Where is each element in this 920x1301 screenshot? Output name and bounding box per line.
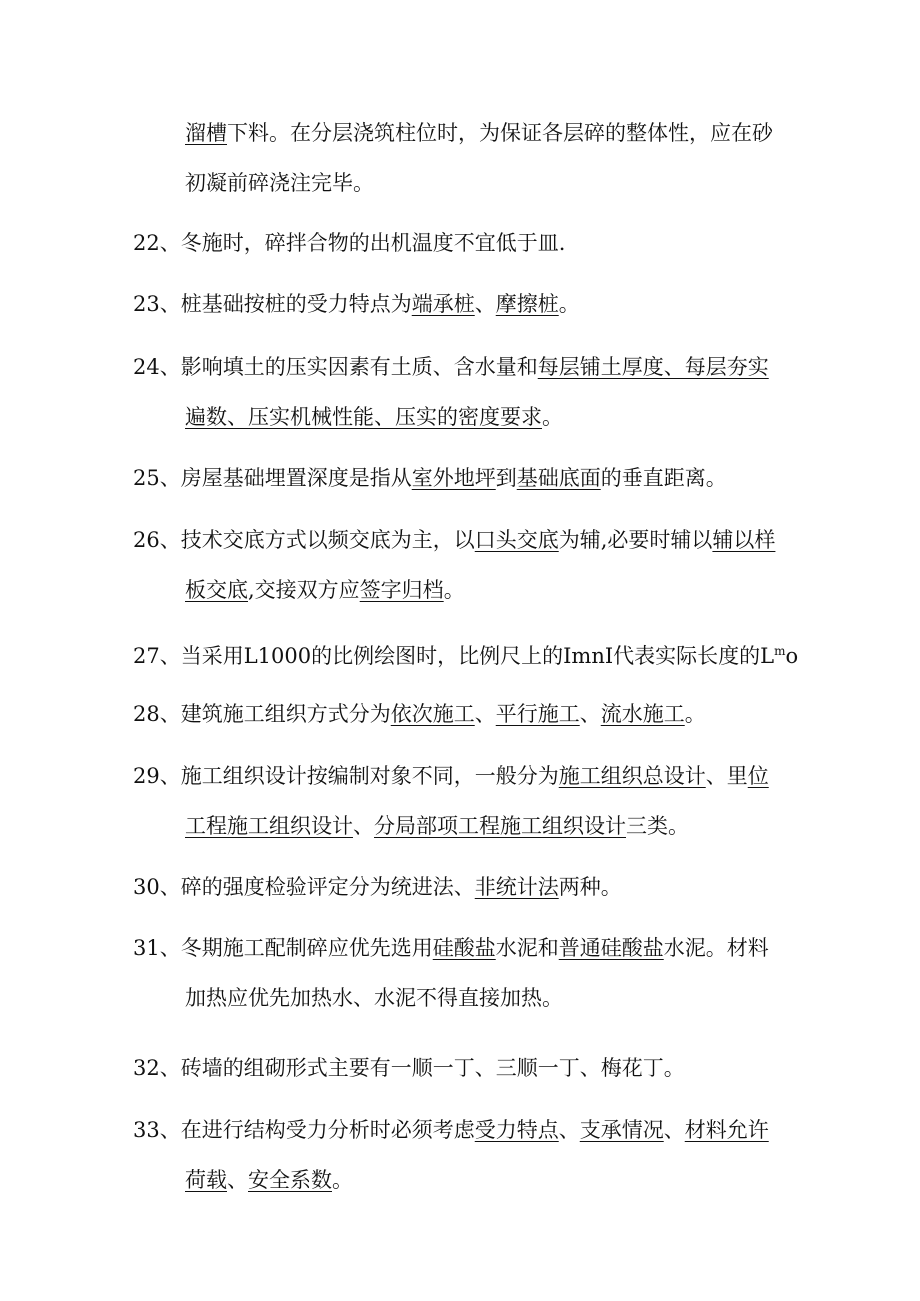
text-span: 。 — [684, 702, 706, 726]
text-span: 30、碎的强度检验评定分为统进法、 — [133, 875, 475, 899]
underlined-text: 支承情况 — [579, 1118, 664, 1142]
text-line — [133, 108, 793, 158]
underlined-text: 材料允许 — [684, 1118, 769, 1142]
text-line — [133, 453, 793, 503]
text-span: 初凝前碎浇注完毕。 — [185, 171, 374, 195]
text-line — [133, 218, 793, 268]
underlined-text: 口头交底 — [474, 528, 559, 552]
underlined-text: 平行施工 — [495, 702, 580, 726]
text-span: 28、建筑施工组织方式分为 — [133, 702, 391, 726]
underlined-text: 辅以样 — [712, 528, 776, 552]
text-span: 。 — [443, 578, 465, 602]
text-line — [133, 1043, 793, 1093]
text-line — [133, 973, 793, 1023]
text-span: 的垂直距离。 — [600, 466, 727, 490]
text-line — [133, 626, 799, 676]
item-29 — [133, 751, 793, 851]
underlined-text: 签字归档 — [359, 578, 444, 602]
text-span: 。 — [558, 292, 580, 316]
item-22 — [133, 218, 793, 268]
text-line — [133, 565, 793, 615]
underlined-text: 端承桩 — [411, 292, 475, 316]
item-31 — [133, 923, 793, 1023]
item-27 — [133, 626, 799, 676]
text-span: 、 — [558, 1118, 580, 1142]
underlined-text: 溜槽 — [185, 121, 227, 145]
text-span: 。 — [542, 405, 563, 429]
underlined-text: 流水施工 — [600, 702, 685, 726]
underlined-text: 非统计法 — [474, 875, 559, 899]
text-span: 到 — [495, 466, 517, 490]
text-line — [133, 923, 793, 973]
underlined-text: 安全系数 — [248, 1168, 332, 1192]
underlined-text: 施工组织总设计 — [558, 764, 706, 788]
text-line — [133, 862, 793, 912]
item-33 — [133, 1105, 793, 1205]
text-span: 、 — [353, 814, 374, 838]
underlined-text: 每层铺土厚度、每层夯实 — [537, 355, 769, 379]
text-span: 26、技术交底方式以频交底为主，以 — [133, 528, 475, 552]
text-span: o — [785, 644, 799, 668]
item-26 — [133, 515, 793, 615]
text-line — [133, 751, 793, 801]
text-line — [133, 801, 793, 851]
text-span: 水泥。材料 — [663, 936, 769, 960]
underlined-text: 硅酸盐 — [432, 936, 496, 960]
text-span: 23、桩基础按桩的受力特点为 — [133, 292, 412, 316]
text-span: 加热应优先加热水、水泥不得直接加热。 — [185, 986, 563, 1010]
text-span: 下料。在分层浇筑柱位时，为保证各层碎的整体性，应在砂 — [227, 121, 773, 145]
item-28 — [133, 689, 793, 739]
text-span: 。 — [332, 1168, 353, 1192]
text-line — [133, 392, 793, 442]
text-span: 、 — [579, 702, 601, 726]
item-30 — [133, 862, 793, 912]
text-span: 、里 — [705, 764, 748, 788]
text-line — [133, 158, 793, 208]
underlined-text: 遍数、压实机械性能、压实的密度要求 — [185, 405, 542, 429]
text-span: 24、影响填土的压实因素有土质、含水量和 — [133, 355, 538, 379]
underlined-text: 工程施工组织设计 — [185, 814, 353, 838]
underlined-text: 普通硅酸盐 — [558, 936, 664, 960]
item-32 — [133, 1043, 793, 1093]
text-span: 、 — [663, 1118, 685, 1142]
text-span: 25、房屋基础埋置深度是指从 — [133, 466, 412, 490]
text-line — [133, 1105, 793, 1155]
text-span: 为辅,必要时辅以 — [558, 528, 713, 552]
underlined-text: 受力特点 — [474, 1118, 559, 1142]
item-25 — [133, 453, 793, 503]
underlined-text: 依次施工 — [390, 702, 475, 726]
text-line — [133, 279, 793, 329]
text-line — [133, 689, 793, 739]
text-span: 水泥和 — [495, 936, 559, 960]
text-line — [133, 342, 793, 392]
text-line — [133, 1155, 793, 1205]
text-span: 27、当采用L1000的比例绘图时，比例尺上的ImnI代表实际长度的L — [133, 644, 775, 668]
item-23 — [133, 279, 793, 329]
text-span: 32、砖墙的组砌形式主要有一顺一丁、三顺一丁、梅花丁。 — [133, 1056, 685, 1080]
text-span: 、 — [474, 292, 496, 316]
underlined-text: 位 — [747, 764, 769, 788]
text-span: 31、冬期施工配制碎应优先选用 — [133, 936, 433, 960]
item-24 — [133, 342, 793, 442]
underlined-text: 室外地坪 — [411, 466, 496, 490]
text-span: m — [774, 644, 786, 658]
underlined-text: 分局部项工程施工组织设计 — [374, 814, 626, 838]
text-span: 三类。 — [626, 814, 689, 838]
text-span: 两种。 — [558, 875, 622, 899]
underlined-text: 基础底面 — [516, 466, 601, 490]
text-span: 29、施工组织设计按编制对象不同，一般分为 — [133, 764, 559, 788]
item-continuation — [133, 108, 793, 208]
text-span: 33、在进行结构受力分析时必须考虑 — [133, 1118, 475, 1142]
underlined-text: 板交底 — [185, 578, 248, 602]
text-span: ,交接双方应 — [248, 578, 360, 602]
text-span: 、 — [227, 1168, 248, 1192]
underlined-text: 荷载 — [185, 1168, 227, 1192]
underlined-text: 摩擦桩 — [495, 292, 559, 316]
text-span: 22、冬施时，碎拌合物的出机温度不宜低于皿. — [133, 231, 566, 255]
text-line — [133, 515, 793, 565]
text-span: 、 — [474, 702, 496, 726]
